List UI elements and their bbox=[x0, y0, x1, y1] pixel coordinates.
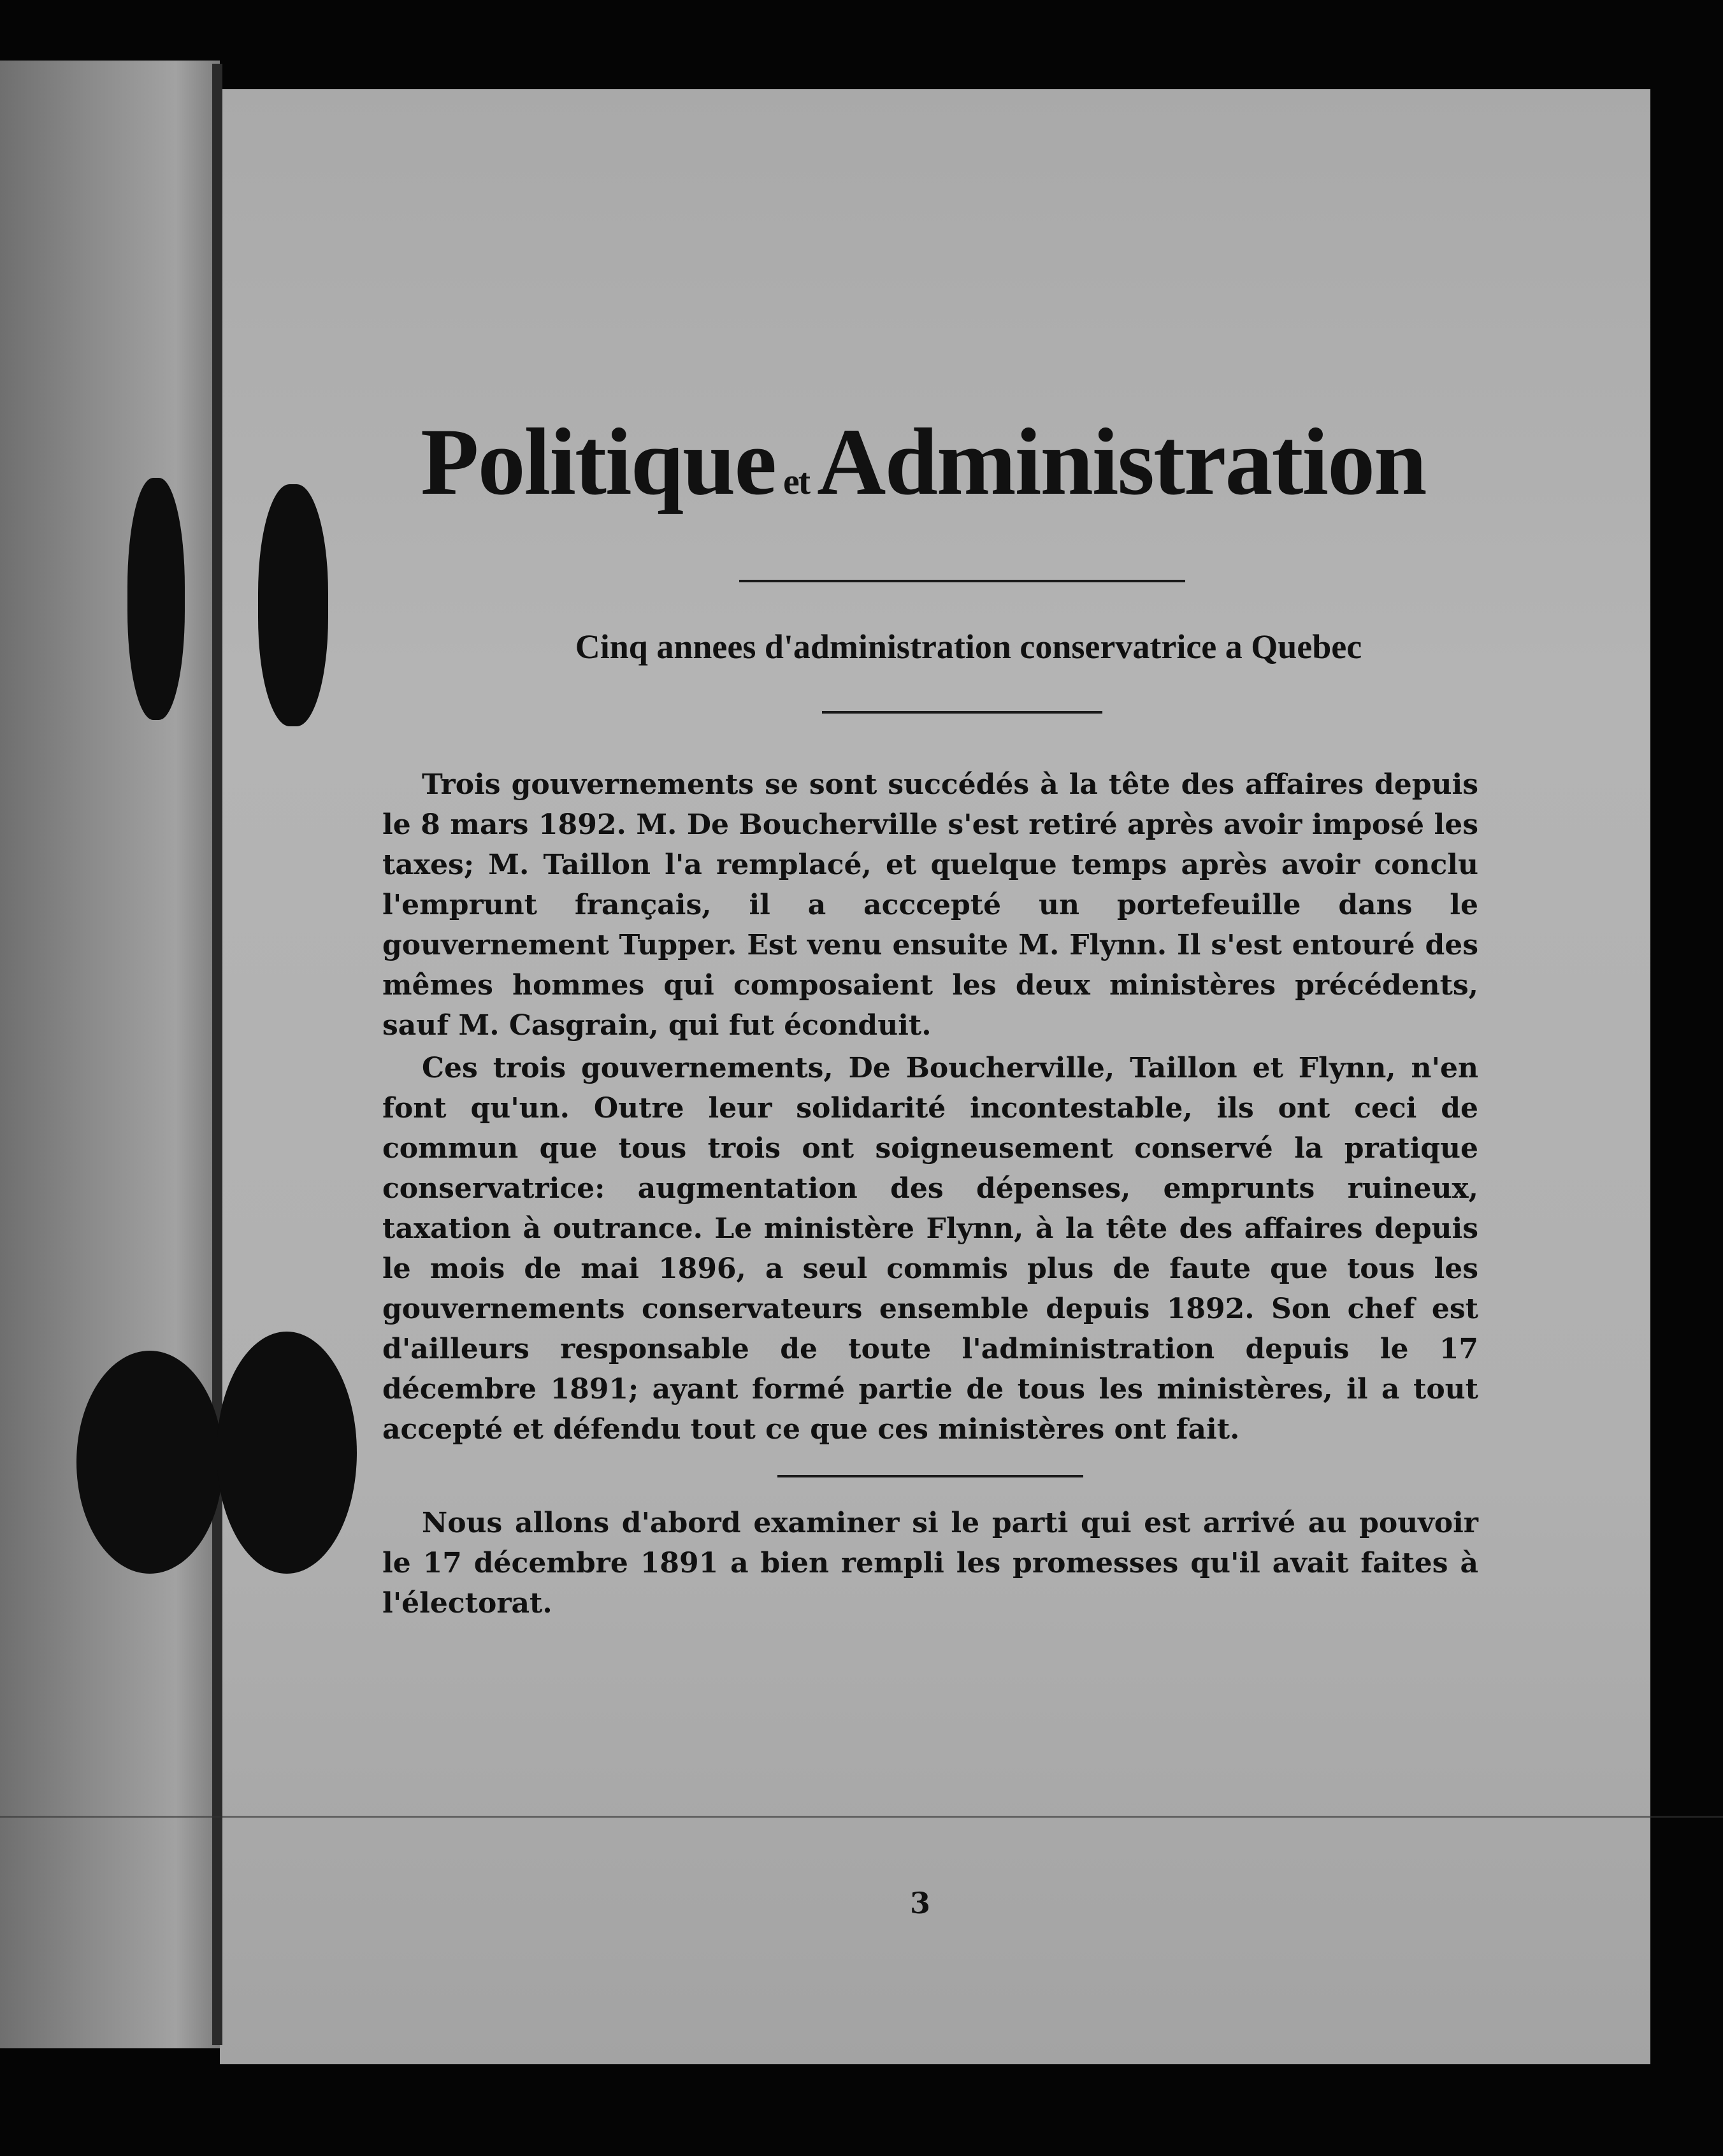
paragraph-3-text: Nous allons d'abord examiner si le parti qui est arrivé au pouvoir le 17 décembre 1891 a bien rempli les promesses qu'il avait faites à l'électorat. bbox=[382, 1507, 1478, 1620]
page-content bbox=[382, 395, 1478, 1623]
divider-rule bbox=[822, 711, 1102, 714]
book-gutter bbox=[212, 64, 222, 2045]
ink-blot bbox=[127, 478, 185, 720]
ink-blot bbox=[76, 1351, 223, 1574]
left-page-edge bbox=[0, 61, 220, 2048]
subtitle: Cinq annees d'administration conservatrice a Quebec bbox=[575, 628, 1362, 666]
title-part-1: Politique bbox=[421, 409, 776, 515]
scan-line bbox=[0, 1816, 1723, 1818]
paragraph-3 bbox=[382, 1503, 1478, 1623]
paragraph-2-text: Ces trois gouvernements, De Boucherville, Taillon et Flynn, n'en font qu'un. Outre leur solidarité incontestable, ils ont ceci de commun que tous trois ont soigneusement conservé la pratique conservatrice: augmentation des dépenses, emprunts ruineux, taxation à outrance. Le ministère Flynn, à la tête des affaires depuis le mois de mai 1896, a seul commis plus de faute que tous les gouvernements conservateurs ensemble depuis 1892. Son chef est d'ailleurs responsable de toute l'administration depuis le 17 décembre 1891; ayant formé partie de tous les ministères, il a tout accepté et défendu tout ce que ces ministères ont fait. bbox=[382, 1052, 1478, 1446]
divider-rule bbox=[739, 580, 1185, 582]
paragraph-1 bbox=[382, 765, 1478, 1046]
paragraph-2 bbox=[382, 1048, 1478, 1449]
ink-blot bbox=[217, 1332, 357, 1574]
paragraph-1-text: Trois gouvernements se sont succédés à la tête des affaires depuis le 8 mars 1892. M. De Boucherville s'est retiré après avoir imposé les taxes; M. Taillon l'a remplacé, et quelque temps après avoir conclu l'emprunt français, il a acccepté un portefeuille dans le gouvernement Tupper. Est venu ensuite M. Flynn. Il s'est entouré des mêmes hommes qui composaient les deux ministères précédents, sauf M. Casgrain, qui fut éconduit. bbox=[382, 768, 1478, 1042]
page-title bbox=[421, 409, 1478, 515]
page-number: 3 bbox=[910, 1886, 931, 1920]
ink-blot bbox=[258, 484, 328, 726]
divider-rule bbox=[777, 1475, 1083, 1477]
title-connector: et bbox=[783, 461, 810, 502]
title-part-2: Administration bbox=[817, 409, 1426, 515]
